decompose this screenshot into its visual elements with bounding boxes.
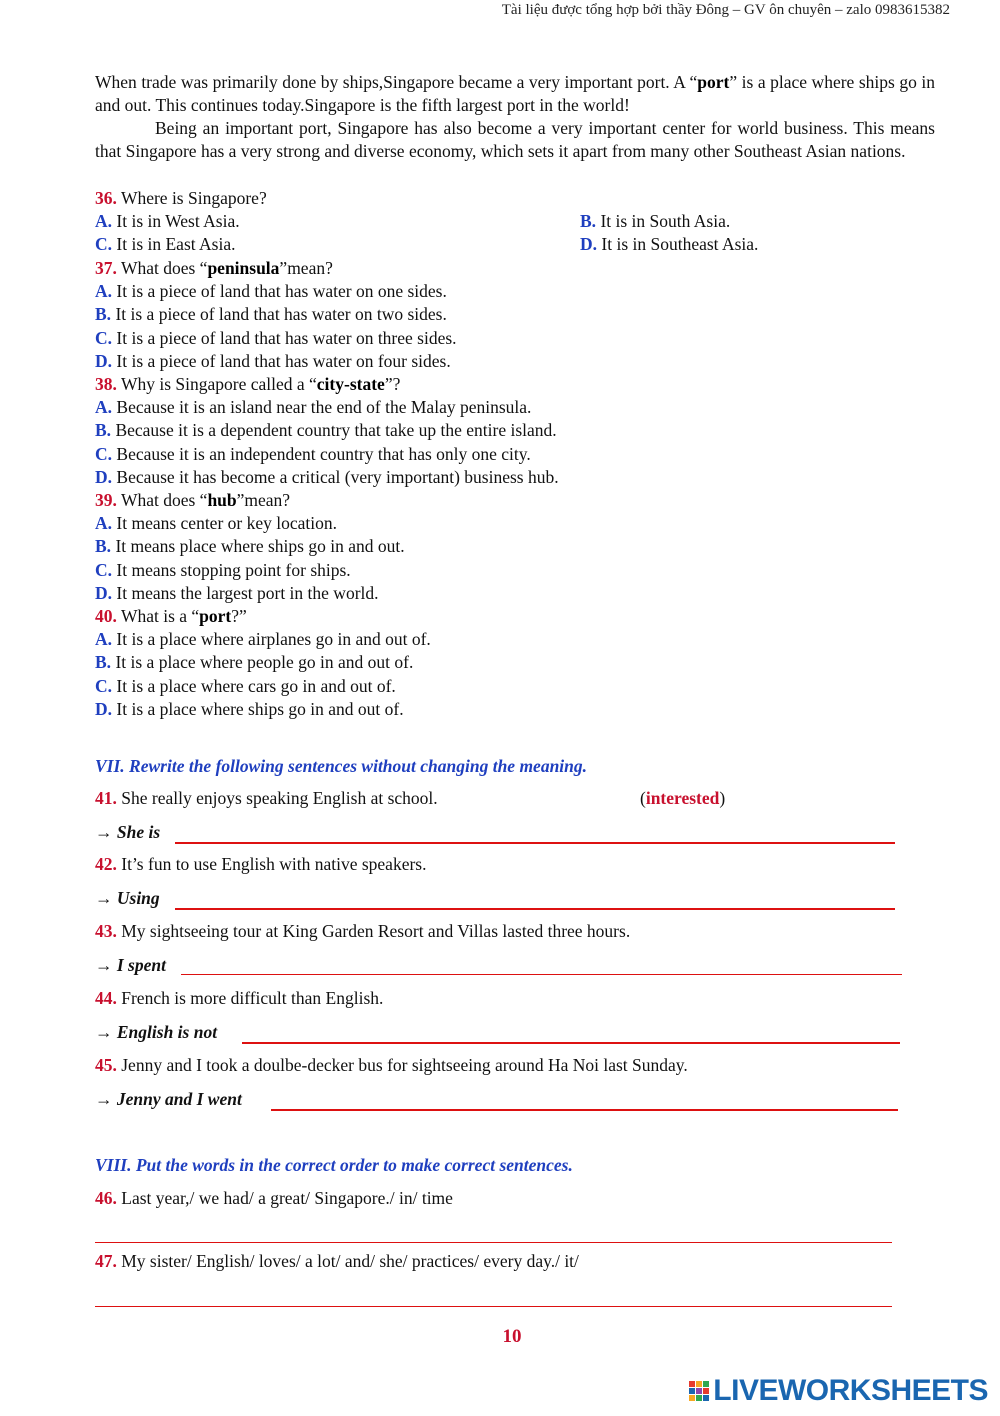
option-37-d[interactable]: D. It is a piece of land that has water on four sides. xyxy=(95,350,451,371)
option-40-d[interactable]: D. It is a place where ships go in and out of. xyxy=(95,698,404,719)
option-37-c[interactable]: C. It is a piece of land that has water on three sides. xyxy=(95,327,457,348)
question-46: 46. Last year,/ we had/ a great/ Singapore./ in/ time xyxy=(95,1188,453,1208)
question-37: 37. What does “peninsula”mean? A. It is a piece of land that has water on one sides. B. It is a piece of land that has water on two sides. C. It is a piece of land that has water on three sides. D. It is a piece of land that has water on four sides. xyxy=(95,257,457,373)
answer-start-45: → Jenny and I went xyxy=(95,1089,242,1109)
section-8-title: VIII. Put the words in the correct order to make correct sentences. xyxy=(95,1155,573,1175)
option-39-b[interactable]: B. It means place where ships go in and out. xyxy=(95,536,405,557)
logo-grid-icon xyxy=(689,1381,709,1401)
question-43: 43. My sightseeing tour at King Garden Resort and Villas lasted three hours. xyxy=(95,921,631,941)
answer-start-42: → Using xyxy=(95,888,160,908)
question-38: 38. Why is Singapore called a “city-state”? A. Because it is an island near the end of the Malay peninsula. B. Because it is a dependent country that take up the entire island. C. Because it is an independent country that has only one city. D. Because it has become a critical (very important) business hub. xyxy=(95,373,559,489)
option-40-a[interactable]: A. It is a place where airplanes go in and out of. xyxy=(95,629,431,650)
option-37-b[interactable]: B. It is a piece of land that has water on two sides. xyxy=(95,304,447,325)
answer-line-41[interactable] xyxy=(175,826,895,844)
answer-line-43[interactable] xyxy=(181,958,902,975)
answer-line-47[interactable] xyxy=(95,1290,892,1307)
option-36-c[interactable]: C. It is in East Asia. xyxy=(95,234,236,255)
answer-line-46[interactable] xyxy=(95,1226,892,1243)
question-41: 41. She really enjoys speaking English at school. xyxy=(95,788,438,808)
reading-passage xyxy=(95,71,935,163)
question-36: 36. Where is Singapore? A. It is in West Asia. B. It is in South Asia. C. It is in East Asia. D. It is in Southeast Asia. xyxy=(95,187,935,257)
option-38-d[interactable]: D. Because it has become a critical (very important) business hub. xyxy=(95,466,559,487)
logo-text: LIVEWORKSHEETS xyxy=(713,1374,988,1407)
page-header: Tài liệu được tổng hợp bởi thầy Đông – GV ôn chuyên – zalo 0983615382 xyxy=(501,2,950,18)
option-36-d[interactable]: D. It is in Southeast Asia. xyxy=(580,234,759,255)
option-36-b[interactable]: B. It is in South Asia. xyxy=(580,211,731,232)
answer-start-44: → English is not xyxy=(95,1022,218,1042)
question-40: 40. What is a “port?” A. It is a place where airplanes go in and out of. B. It is a place where people go in and out of. C. It is a place where cars go in and out of. D. It is a place where ships go in and out of. xyxy=(95,605,431,721)
option-38-b[interactable]: B. Because it is a dependent country that take up the entire island. xyxy=(95,420,557,441)
answer-start-43: → I spent xyxy=(95,955,166,975)
question-39: 39. What does “hub”mean? A. It means center or key location. B. It means place where ships go in and out. C. It means stopping point for ships. D. It means the largest port in the world. xyxy=(95,489,405,605)
option-39-a[interactable]: A. It means center or key location. xyxy=(95,513,337,534)
answer-line-45[interactable] xyxy=(271,1093,898,1111)
option-36-a[interactable]: A. It is in West Asia. xyxy=(95,211,240,232)
answer-start-41: → She is xyxy=(95,822,161,842)
hint-41: (interested) xyxy=(640,788,726,808)
answer-line-42[interactable] xyxy=(175,892,895,910)
liveworksheets-logo xyxy=(689,1374,988,1408)
option-38-c[interactable]: C. Because it is an independent country that has only one city. xyxy=(95,443,531,464)
option-39-c[interactable]: C. It means stopping point for ships. xyxy=(95,559,351,580)
option-39-d[interactable]: D. It means the largest port in the world. xyxy=(95,582,379,603)
answer-line-44[interactable] xyxy=(242,1026,900,1044)
option-40-b[interactable]: B. It is a place where people go in and out of. xyxy=(95,652,414,673)
option-40-c[interactable]: C. It is a place where cars go in and out of. xyxy=(95,675,396,696)
question-42: 42. It’s fun to use English with native speakers. xyxy=(95,854,427,874)
section-7-title: VII. Rewrite the following sentences without changing the meaning. xyxy=(95,756,588,776)
question-44: 44. French is more difficult than English. xyxy=(95,988,384,1008)
passage-paragraph-1: When trade was primarily done by ships,Singapore became a very important port. A “port” is a place where ships go in and out. This continues today.Singapore is the fifth largest port in the world! xyxy=(95,72,936,115)
passage-paragraph-2: Being an important port, Singapore has also become a very important center for world business. This means that Singapore has a very strong and diverse economy, which sets it apart from many other Southeast Asian nations. xyxy=(95,118,935,161)
keyword-port: port xyxy=(697,72,730,92)
page-number: 10 xyxy=(502,1326,522,1347)
option-38-a[interactable]: A. Because it is an island near the end of the Malay peninsula. xyxy=(95,397,532,418)
option-37-a[interactable]: A. It is a piece of land that has water on one sides. xyxy=(95,281,447,302)
question-45: 45. Jenny and I took a doulbe-decker bus for sightseeing around Ha Noi last Sunday. xyxy=(95,1055,688,1075)
question-47: 47. My sister/ English/ loves/ a lot/ and/ she/ practices/ every day./ it/ xyxy=(95,1251,579,1271)
